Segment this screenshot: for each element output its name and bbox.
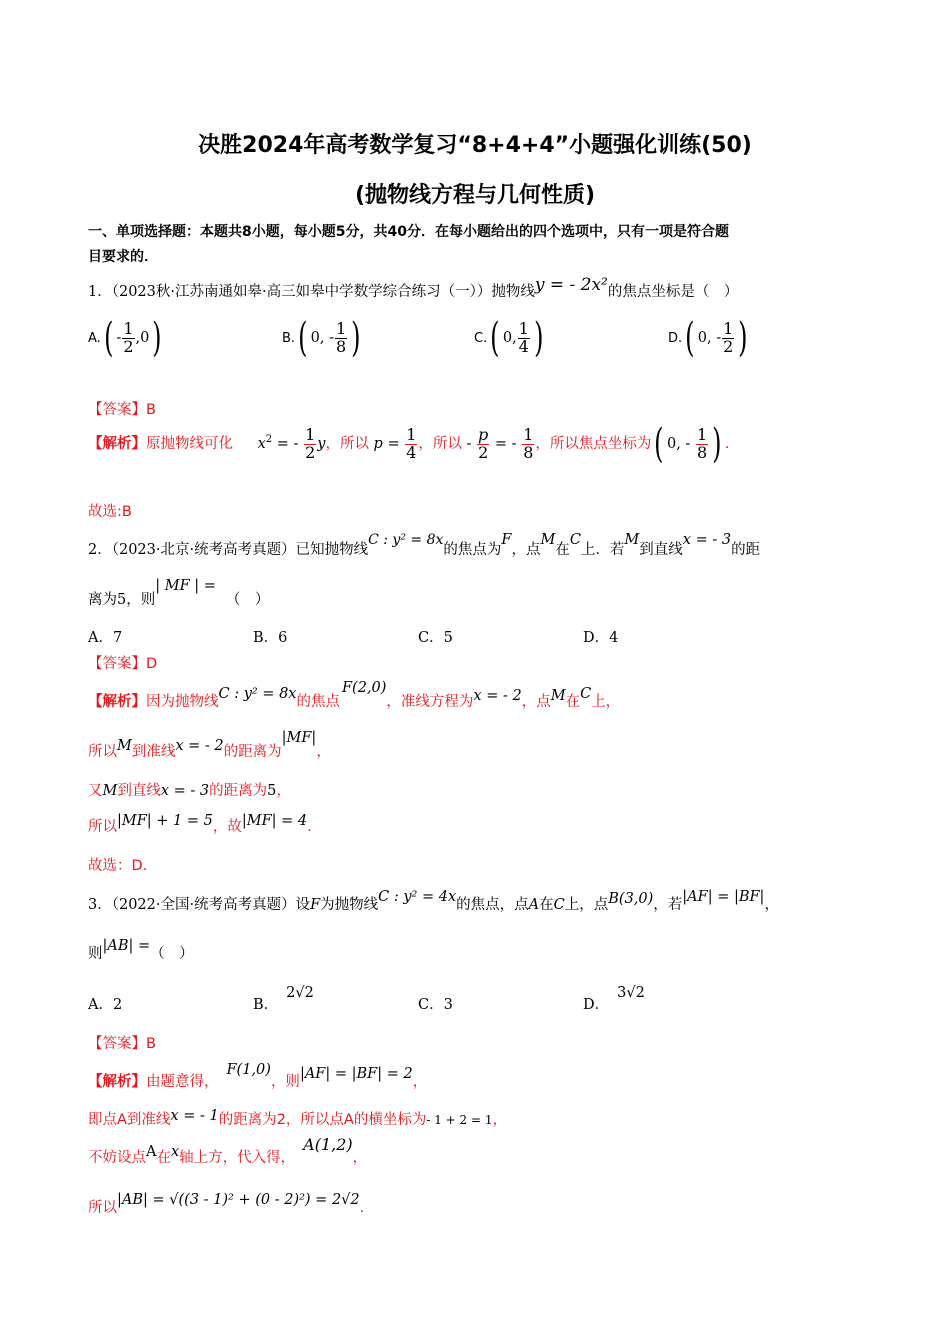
q3-option-a[interactable]: A．2 (88, 997, 123, 1013)
q1-option-c[interactable]: C.( 0, $\frac{1}{4}$ ) (474, 315, 544, 361)
page-title: 决胜2024年高考数学复习“8+4+4”小题强化训练(50) (198, 133, 752, 158)
q3-analysis-line4: 所以|AB| = √((3 - 1)² + (0 - 2)²) = 2√2． (88, 1192, 375, 1216)
q2-answer: 【答案】D (88, 656, 158, 672)
q2-stem-line2: 离为5，则| MF | =（ ） (88, 578, 270, 608)
q3-answer: 【答案】B (88, 1036, 156, 1052)
q3-option-b[interactable]: B．2√2 (253, 985, 314, 1013)
q2-stem-line1: 2．（2023·北京·统考高考真题）已知抛物线C : y² = 8x的焦点为F，点M在C上．若M到直线x = - 3的距 (88, 532, 761, 558)
q1-equation: y = - 2x² (534, 275, 608, 295)
q2-conclusion: 故选：D． (88, 858, 158, 874)
q3-option-c[interactable]: C．3 (418, 997, 453, 1013)
q3-option-d[interactable]: D．3√2 (583, 985, 645, 1013)
q1-answer: 【答案】B (88, 402, 156, 418)
q2-analysis-line4: 所以|MF| + 1 = 5，故|MF| = 4． (88, 813, 322, 835)
section-heading-line2: 目要求的． (88, 249, 158, 265)
q1-option-b[interactable]: B.( 0, - $\frac{1}{8}$ ) (282, 315, 361, 361)
q1-option-a[interactable]: A.( - $\frac{1}{2}$ ,0) (88, 315, 162, 361)
q1-stem: 1．（2023秋·江苏南通如皋·高三如皋中学数学综合练习（一））抛物线y = - 2x²的焦点坐标是（ ） (88, 275, 739, 300)
q3-analysis-line1: 【解析】由题意得，F(1,0)，则|AF| = |BF| = 2， (88, 1062, 428, 1090)
q2-option-c[interactable]: C．5 (418, 630, 453, 646)
q1-option-d[interactable]: D.( 0, - $\frac{1}{2}$ ) (668, 315, 748, 361)
q2-option-b[interactable]: B．6 (253, 630, 288, 646)
q3-stem-line2: 则|AB| =（ ） (88, 938, 194, 962)
q2-option-d[interactable]: D．4 (583, 630, 619, 646)
q3-analysis-line3: 不妨设点A在x轴上方，代入得，A(1,2)， (88, 1135, 368, 1166)
section-heading-line1: 一、单项选择题：本题共8小题，每小题5分，共40分．在每小题给出的四个选项中，只有一项是符合题 (88, 224, 729, 240)
page-subtitle: (抛物线方程与几何性质) (354, 183, 596, 208)
q3-analysis-line2: 即点A到准线x = - 1的距离为2，所以点A的横坐标为- 1 + 2 = 1， (88, 1108, 507, 1128)
q3-stem-line1: 3．（2022·全国·统考高考真题）设F为抛物线C : y² = 4x的焦点，点A在C上，点B(3,0)，若|AF| = |BF|， (88, 889, 779, 913)
q1-conclusion: 故选:B (88, 504, 132, 520)
q2-analysis-line2: 所以M到准线x = - 2的距离为|MF|， (88, 730, 331, 760)
q2-analysis-line3: 又M到直线x = - 3的距离为5， (88, 783, 291, 799)
q2-option-a[interactable]: A．7 (88, 630, 123, 646)
q1-analysis: 【解析】原抛物线可化 $x^2$ = - $\frac{1}{2}$ y，所以 p = $\frac{1}{4}$ ，所以 - $\frac{p}{2}$ = - $\frac{1}{8}$ ，所以焦点坐标为( 0, - $\frac{1}{8}$ ) . (88, 421, 730, 467)
q2-analysis-line1: 【解析】因为抛物线C : y² = 8x的焦点F(2,0)，准线方程为x = - 2，点M在C上， (88, 680, 621, 710)
